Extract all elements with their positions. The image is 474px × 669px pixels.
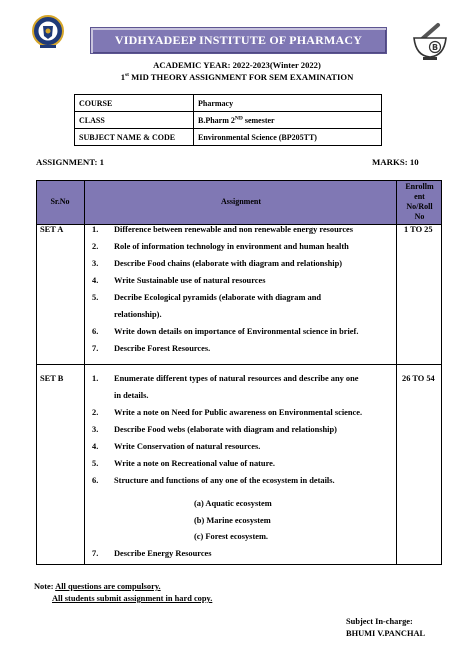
list-item: [92, 255, 394, 272]
sub-item: (c) Forest ecosystem.: [194, 532, 269, 541]
header-enrollment: [397, 182, 442, 222]
set-a-questions: [92, 221, 394, 357]
question-text: Structure and functions of any one of the ecosystem in details.: [114, 476, 335, 485]
question-number: 3.: [92, 425, 99, 434]
subject-incharge: [346, 616, 425, 640]
class-value-main: B.Pharm 2: [198, 115, 235, 125]
incharge-name: BHUMI V.PANCHAL: [346, 629, 426, 638]
question-number: 7.: [92, 344, 99, 353]
question-text: Difference between renewable and non renewable energy resources: [114, 225, 354, 234]
list-item: [92, 545, 394, 562]
table-row: [75, 112, 382, 129]
note: [34, 581, 212, 605]
list-item: [92, 455, 394, 472]
list-item: [92, 238, 394, 255]
header-assignment: Assignment: [220, 197, 261, 206]
question-text: relationship).: [114, 310, 162, 319]
question-text: Describe Forest Resources.: [114, 344, 211, 353]
list-item: [92, 306, 394, 323]
ecosystem-options: [194, 496, 272, 546]
column-divider: [396, 180, 397, 565]
question-text: Describe Energy Resources: [114, 549, 212, 558]
class-value-suffix: semester: [242, 115, 275, 125]
question-text: Role of information technology in environment and human health: [114, 242, 349, 251]
set-b-roll-range: 26 TO 54: [402, 374, 435, 383]
question-number: 2.: [92, 408, 99, 417]
question-number: 4.: [92, 276, 99, 285]
note-hard-copy: All students submit assignment in hard copy.: [52, 594, 213, 603]
question-number: 6.: [92, 327, 99, 336]
list-item: [92, 340, 394, 357]
course-info-table: [74, 94, 382, 146]
set-a-label: SET A: [40, 225, 64, 234]
institute-name: VIDHYADEEP INSTITUTE OF PHARMACY: [114, 33, 363, 47]
column-divider: [84, 180, 85, 565]
list-item: [92, 323, 394, 340]
question-text: Write down details on importance of Environmental science in brief.: [114, 327, 359, 336]
course-value: Pharmacy: [194, 95, 382, 112]
header-enrollment-line: ent: [414, 192, 425, 201]
question-text: Describe Food webs (elaborate with diagram and relationship): [114, 425, 337, 434]
question-number: 7.: [92, 549, 99, 558]
list-item: [92, 421, 394, 438]
question-text: Describe Food chains (elaborate with diagram and relationship): [114, 259, 343, 268]
header-enrollment-line: No/Roll: [406, 202, 433, 211]
assignment-title-sup: st: [125, 72, 129, 79]
academic-year: ACADEMIC YEAR: 2022-2023(Winter 2022): [153, 60, 321, 70]
list-item: [92, 370, 394, 387]
marks: MARKS: 10: [372, 157, 419, 167]
question-text: in details.: [114, 391, 149, 400]
class-label: CLASS: [75, 112, 194, 129]
table-row: [75, 95, 382, 112]
header-srno: Sr.No: [50, 197, 70, 206]
row-divider: [36, 364, 442, 365]
question-number: 5.: [92, 459, 99, 468]
assignment-title-number: 1: [120, 72, 126, 82]
sub-item: (a) Aquatic ecosystem: [194, 499, 272, 508]
question-text: Write Conservation of natural resources.: [114, 442, 261, 451]
class-value-sup: ND: [234, 114, 243, 121]
incharge-title: Subject In-charge:: [346, 617, 413, 626]
header-enrollment-line: Enrollm: [405, 182, 434, 191]
institute-banner: [90, 27, 387, 54]
question-number: 4.: [92, 442, 99, 451]
set-a-roll-range: 1 TO 25: [404, 225, 433, 234]
set-b-last-question: [92, 545, 394, 562]
subject-label: SUBJECT NAME & CODE: [75, 129, 194, 146]
question-text: Write Sustainable use of natural resources: [114, 276, 266, 285]
note-prefix: Note:: [34, 582, 56, 591]
sub-item: (b) Marine ecosystem: [194, 515, 271, 525]
assignment-title-text: MID THEORY ASSIGNMENT FOR SEM EXAMINATION: [129, 72, 354, 82]
note-compulsory: All questions are compulsory.: [55, 582, 161, 591]
svg-text:B: B: [431, 43, 439, 52]
list-item: [92, 472, 394, 489]
list-item: [92, 221, 394, 238]
list-item: [92, 404, 394, 421]
set-b-questions: [92, 370, 394, 489]
question-number: 2.: [92, 242, 99, 251]
note-line: [34, 593, 212, 605]
note-line: [34, 581, 212, 593]
table-row: [75, 129, 382, 146]
question-text: Write a note on Need for Public awareness on Environmental science.: [114, 408, 363, 417]
question-number: 1.: [92, 225, 99, 234]
institute-logo-icon: [30, 14, 66, 50]
assignment-title: [0, 72, 474, 82]
list-item: [92, 438, 394, 455]
class-value: [194, 112, 382, 129]
question-number: 5.: [92, 293, 99, 302]
question-number: 1.: [92, 374, 99, 383]
list-item: [92, 272, 394, 289]
list-item: [92, 289, 394, 306]
course-label: COURSE: [75, 95, 194, 112]
header-enrollment-line: No: [414, 212, 425, 221]
set-b-label: SET B: [40, 374, 64, 383]
question-number: 6.: [92, 476, 99, 485]
question-text: Enumerate different types of natural resources and describe any one: [114, 374, 359, 383]
subject-value: Environmental Science (BP205TT): [194, 129, 382, 146]
question-text: Decribe Ecological pyramids (elaborate with diagram and: [114, 293, 322, 302]
mortar-pestle-icon: [408, 22, 452, 62]
assignment-number: ASSIGNMENT: 1: [36, 157, 105, 167]
question-number: 3.: [92, 259, 99, 268]
question-text: Write a note on Recreational value of nature.: [114, 459, 275, 468]
list-item: [92, 387, 394, 404]
